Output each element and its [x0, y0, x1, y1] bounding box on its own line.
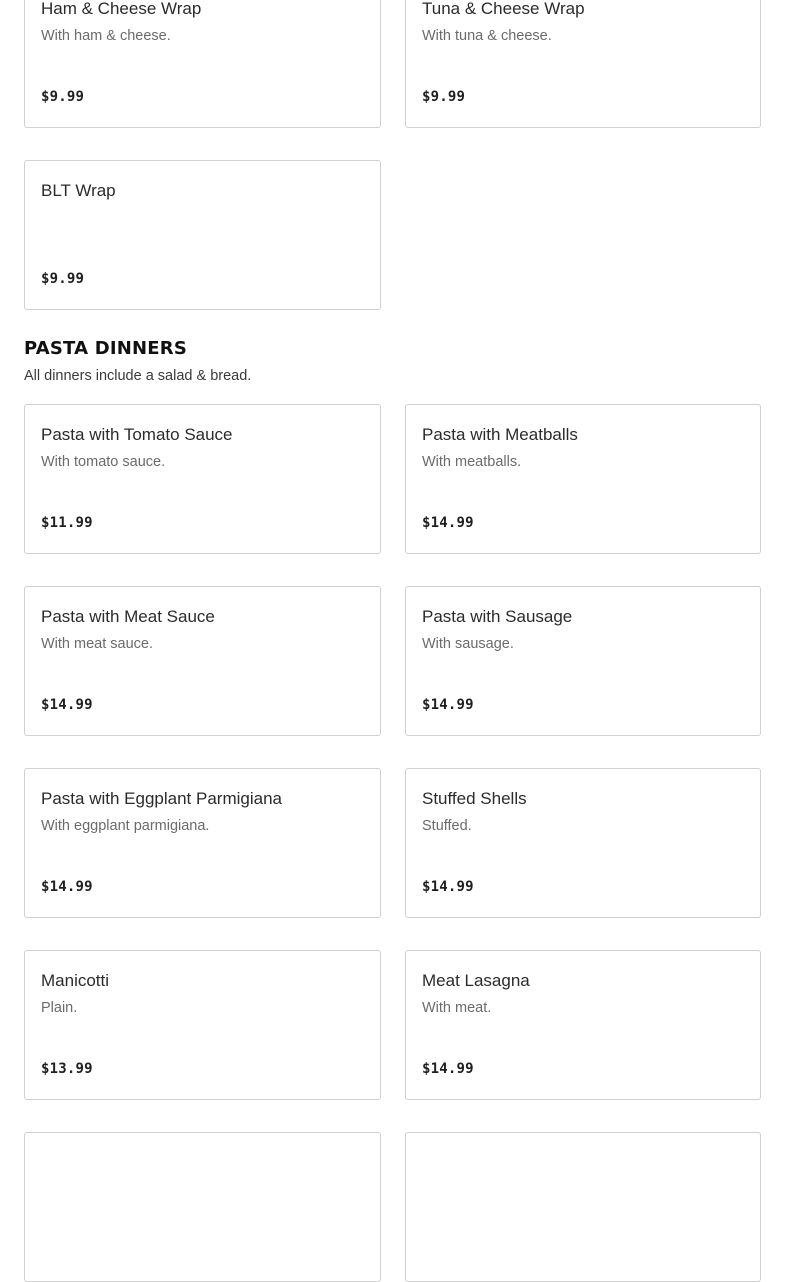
menu-item-card[interactable]	[405, 768, 761, 918]
menu-item-price: $14.99	[41, 697, 93, 713]
menu-item-price: $11.99	[41, 515, 93, 531]
menu-item-name: Stuffed Shells	[422, 789, 527, 808]
menu-item-description: With meat sauce.	[41, 636, 154, 652]
menu-item-description: With eggplant parmigiana.	[41, 818, 210, 834]
menu-item-card[interactable]	[24, 0, 381, 128]
menu-item-price: $14.99	[41, 879, 93, 895]
menu-item-name: BLT Wrap	[41, 181, 116, 200]
menu-item-card[interactable]	[405, 950, 761, 1100]
menu-item-price: $14.99	[422, 515, 474, 531]
wraps-grid	[24, 0, 761, 310]
menu-page	[24, 0, 761, 1282]
menu-item-card[interactable]	[24, 1132, 381, 1282]
menu-item-description: With sausage.	[422, 636, 514, 652]
menu-item-card[interactable]	[24, 950, 381, 1100]
menu-item-price: $9.99	[422, 89, 466, 105]
menu-item-card[interactable]	[24, 586, 381, 736]
menu-item-price: $14.99	[422, 879, 474, 895]
menu-item-card[interactable]	[405, 0, 761, 128]
menu-item-card[interactable]	[405, 404, 761, 554]
menu-item-name: Pasta with Eggplant Parmigiana	[41, 789, 282, 808]
menu-item-card[interactable]	[24, 768, 381, 918]
menu-item-description: Stuffed.	[422, 818, 472, 834]
menu-item-price: $13.99	[41, 1061, 93, 1077]
menu-item-name: Manicotti	[41, 971, 110, 990]
pasta-grid	[24, 404, 761, 1282]
menu-item-price: $9.99	[41, 89, 85, 105]
menu-item-description: With ham & cheese.	[41, 28, 171, 44]
menu-item-price: $14.99	[422, 1061, 474, 1077]
menu-item-card[interactable]	[24, 160, 381, 310]
menu-item-name: Pasta with Tomato Sauce	[41, 425, 233, 444]
menu-item-description: With meat.	[422, 1000, 492, 1016]
menu-item-price: $9.99	[41, 271, 85, 287]
menu-item-name: Meat Lasagna	[422, 971, 530, 990]
menu-item-price: $14.99	[422, 697, 474, 713]
menu-item-card[interactable]	[24, 404, 381, 554]
menu-item-name: Tuna & Cheese Wrap	[422, 0, 585, 18]
menu-item-description: With tuna & cheese.	[422, 28, 552, 44]
menu-item-card[interactable]	[405, 586, 761, 736]
menu-item-description: With tomato sauce.	[41, 454, 166, 470]
menu-item-name: Pasta with Meatballs	[422, 425, 578, 444]
menu-item-card[interactable]	[405, 1132, 761, 1282]
menu-item-name: Ham & Cheese Wrap	[41, 0, 202, 18]
menu-item-description: Plain.	[41, 1000, 78, 1016]
pasta-dinners-section	[24, 338, 761, 1282]
menu-item-name: Pasta with Sausage	[422, 607, 573, 626]
menu-item-name: Pasta with Meat Sauce	[41, 607, 215, 626]
menu-item-description: With meatballs.	[422, 454, 522, 470]
section-title: PASTA DINNERS	[24, 338, 188, 359]
section-subtitle: All dinners include a salad & bread.	[24, 368, 252, 384]
